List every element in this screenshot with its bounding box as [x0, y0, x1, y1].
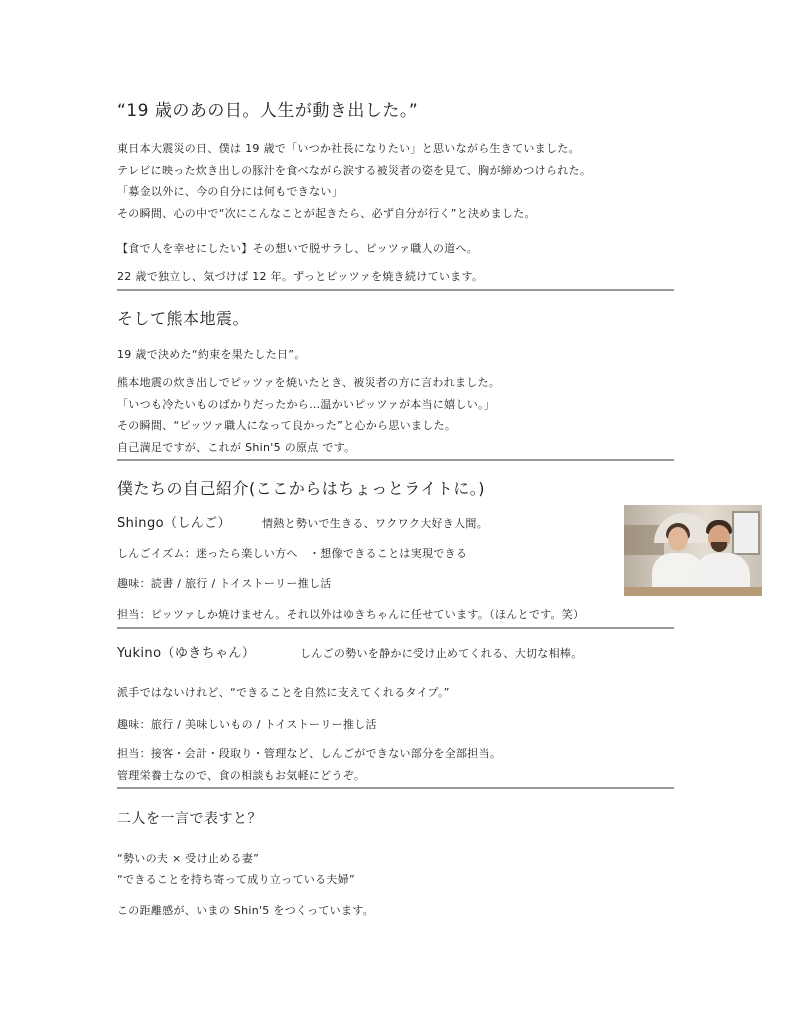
intro-decision: 【食で人を幸せにしたい】その想いで脱サラし、ピッツァ職人の道へ。 — [117, 242, 479, 255]
intro-line-3: 「募金以外に、今の自分には何もできない」 — [117, 185, 343, 198]
kumamoto-line-1: 熊本地震の炊き出しでピッツァを焼いたとき、被災者の方に言われました。 — [117, 376, 501, 389]
divider — [117, 787, 674, 789]
intro-line-1: 東日本大震災の日、僕は 19 歳で「いつか社長になりたい」と思いながら生きていました。 — [117, 142, 580, 155]
intro-line-2: テレビに映った炊き出しの豚汁を食べながら涙する被災者の姿を見て、胸が締めつけられた。 — [117, 164, 592, 177]
yukino-tagline: しんごの勢いを静かに受け止めてくれる、大切な相棒。 — [300, 647, 583, 660]
shingo-tagline: 情熱と勢いで生きる、ワクワク大好き人間。 — [262, 517, 488, 530]
kumamoto-heading: そして熊本地震。 — [117, 309, 250, 328]
divider — [117, 459, 674, 461]
kumamoto-line-4: 自己満足ですが、これが Shin'5 の原点 です。 — [117, 441, 356, 454]
yukino-name: Yukino（ゆきちゃん） — [117, 646, 256, 661]
duo-line-2: “できることを持ち寄って成り立っている夫婦” — [117, 873, 355, 886]
divider — [117, 289, 674, 291]
shingo-hobby: 趣味：読書 / 旅行 / トイストーリー推し活 — [117, 577, 332, 590]
couple-photo — [624, 505, 762, 596]
shingo-name: Shingo（しんご） — [117, 516, 231, 531]
kumamoto-promise: 19 歳で決めた“約束を果たした日”。 — [117, 348, 306, 361]
duo-line-1: “勢いの夫 × 受け止める妻” — [117, 852, 260, 865]
yukino-type: 派手ではないけれど、“できることを自然に支えてくれるタイプ。” — [117, 686, 450, 699]
shingo-ism: しんごイズム：迷ったら楽しい方へ ・想像できることは実現できる — [117, 547, 468, 560]
yukino-note: 管理栄養士なので、食の相談もお気軽にどうぞ。 — [117, 769, 366, 782]
intro-line-4: その瞬間、心の中で“次にこんなことが起きたら、必ず自分が行く”と決めました。 — [117, 207, 536, 220]
yukino-role: 担当：接客・会計・段取り・管理など、しんごができない部分を全部担当。 — [117, 747, 502, 760]
intro-heading: “19 歳のあの日。人生が動き出した。” — [117, 101, 419, 121]
self-intro-heading: 僕たちの自己紹介(ここからはちょっとライトに。) — [117, 479, 486, 498]
duo-heading: 二人を一言で表すと？ — [117, 811, 262, 827]
divider — [117, 627, 674, 629]
kumamoto-line-2: 「いつも冷たいものばかりだったから…温かいピッツァが本当に嬉しい。」 — [117, 398, 496, 411]
shingo-role: 担当：ピッツァしか焼けません。それ以外はゆきちゃんに任せています。（ほんとです。笑） — [117, 608, 585, 621]
intro-career: 22 歳で独立し、気づけば 12 年。ずっとピッツァを焼き続けています。 — [117, 270, 484, 283]
duo-closing: この距離感が、いまの Shin'5 をつくっています。 — [117, 904, 374, 917]
kumamoto-line-3: その瞬間、“ピッツァ職人になって良かった”と心から思いました。 — [117, 419, 457, 432]
yukino-hobby: 趣味：旅行 / 美味しいもの / トイストーリー推し活 — [117, 718, 377, 731]
